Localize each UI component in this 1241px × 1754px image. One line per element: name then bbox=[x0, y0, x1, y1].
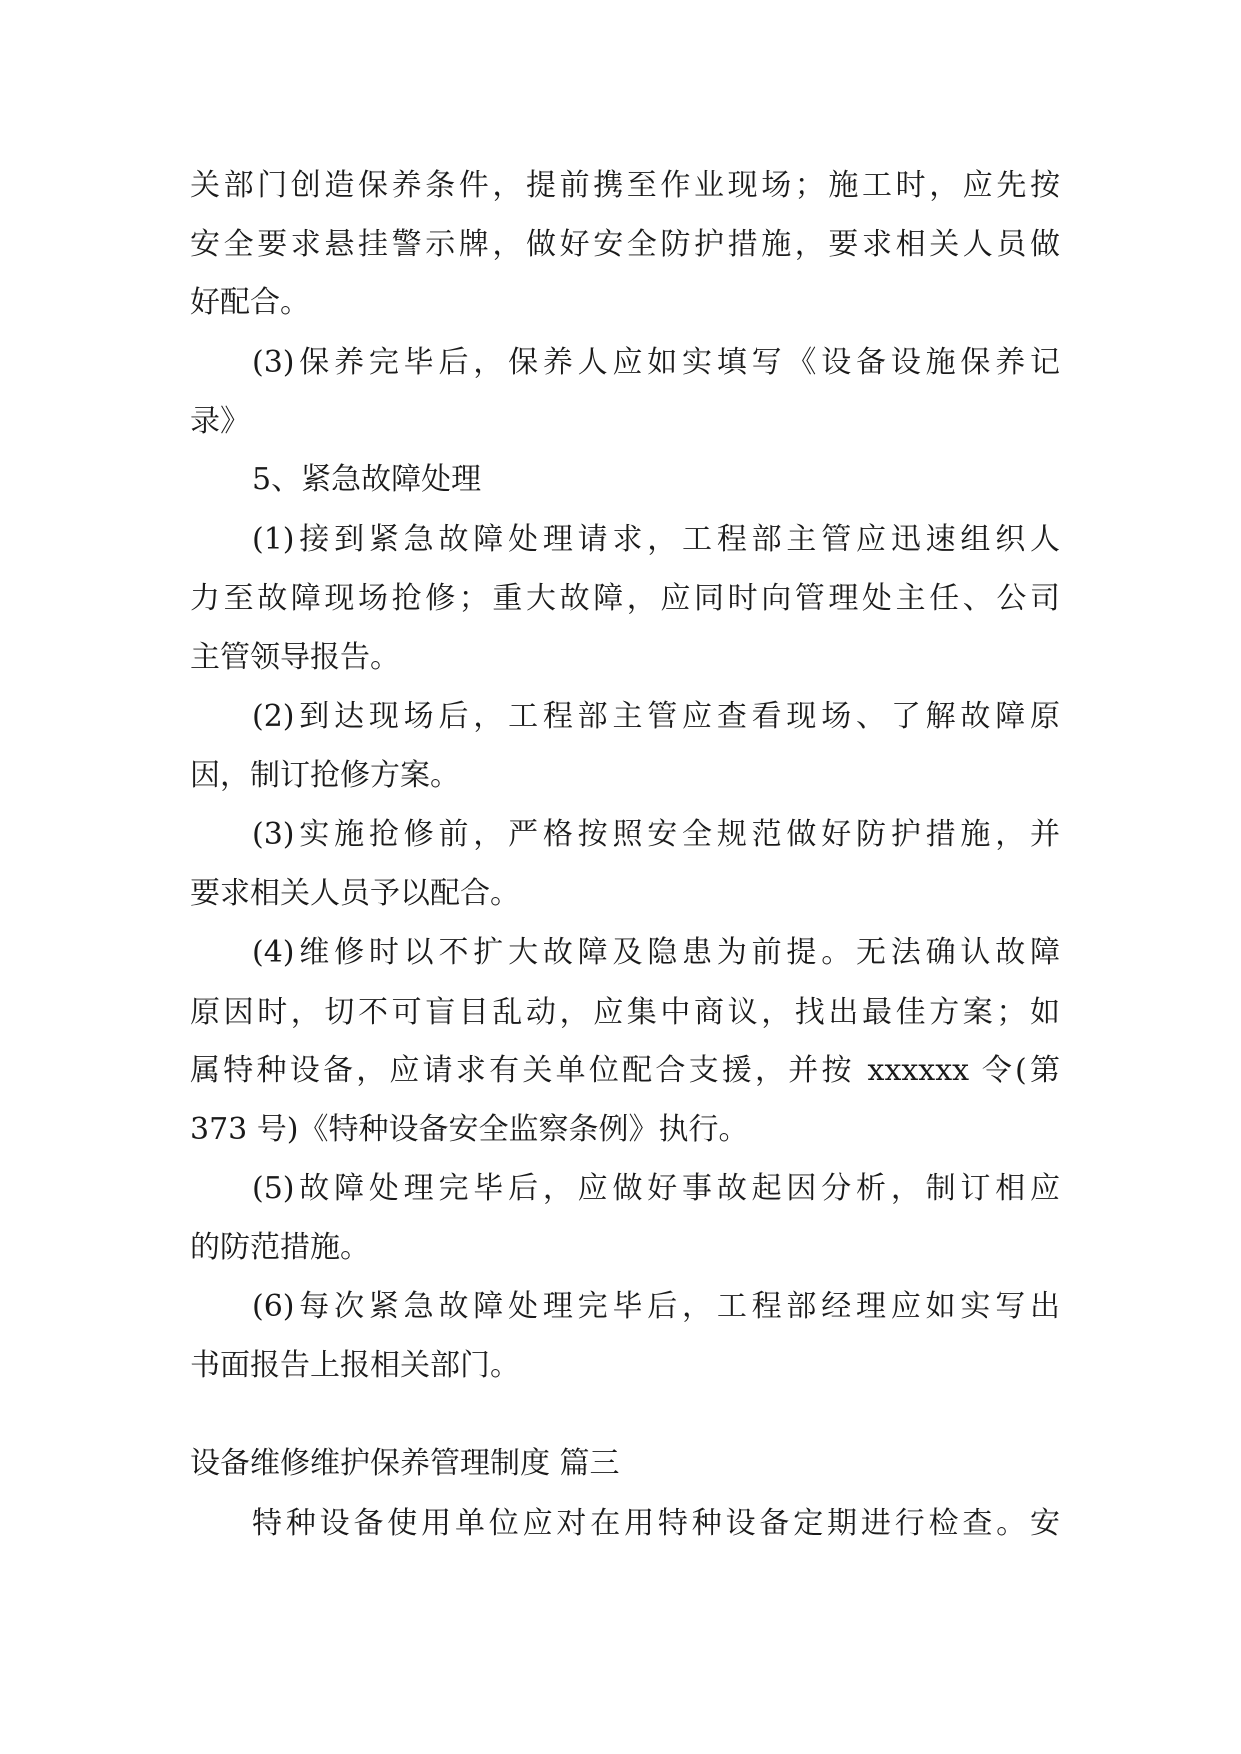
article-title: 设备维修维护保养管理制度 篇三 bbox=[190, 1446, 620, 1481]
paragraph-start-line: (1)接到紧急故障处理请求，工程部主管应迅速组织人 bbox=[252, 522, 1060, 557]
paragraph-start-line: (6)每次紧急故障处理完毕后，工程部经理应如实写出 bbox=[252, 1289, 1060, 1324]
body-text-line: 主管领导报告。 bbox=[190, 640, 400, 675]
paragraph-start-line: (2)到达现场后，工程部主管应查看现场、了解故障原 bbox=[252, 699, 1060, 734]
body-text-line: 关部门创造保养条件，提前携至作业现场；施工时，应先按 bbox=[190, 168, 1060, 203]
paragraph-start-line: (4)维修时以不扩大故障及隐患为前提。无法确认故障 bbox=[252, 935, 1060, 970]
body-text-line: 因，制订抢修方案。 bbox=[190, 758, 460, 793]
body-text-line: 属特种设备，应请求有关单位配合支援，并按 xxxxxx 令(第 bbox=[190, 1053, 1060, 1088]
paragraph-start-line: 特种设备使用单位应对在用特种设备定期进行检查。安 bbox=[252, 1506, 1060, 1541]
body-text-line: 力至故障现场抢修；重大故障，应同时向管理处主任、公司 bbox=[190, 581, 1060, 616]
body-text-line: 好配合。 bbox=[190, 285, 310, 320]
body-text-line: 373 号)《特种设备安全监察条例》执行。 bbox=[190, 1112, 749, 1147]
paragraph-start-line: (5)故障处理完毕后，应做好事故起因分析，制订相应 bbox=[252, 1171, 1060, 1206]
body-text-line: 书面报告上报相关部门。 bbox=[190, 1348, 520, 1383]
body-text-line: 要求相关人员予以配合。 bbox=[190, 876, 520, 911]
body-text-line: 的防范措施。 bbox=[190, 1230, 370, 1265]
body-text-line: 安全要求悬挂警示牌，做好安全防护措施，要求相关人员做 bbox=[190, 227, 1060, 262]
paragraph-start-line: (3)保养完毕后，保养人应如实填写《设备设施保养记 bbox=[252, 345, 1060, 380]
body-text-line: 原因时，切不可盲目乱动，应集中商议，找出最佳方案；如 bbox=[190, 995, 1060, 1030]
paragraph-start-line: (3)实施抢修前，严格按照安全规范做好防护措施，并 bbox=[252, 817, 1060, 852]
section-heading: 5、紧急故障处理 bbox=[252, 462, 482, 497]
body-text-line: 录》 bbox=[190, 404, 250, 439]
